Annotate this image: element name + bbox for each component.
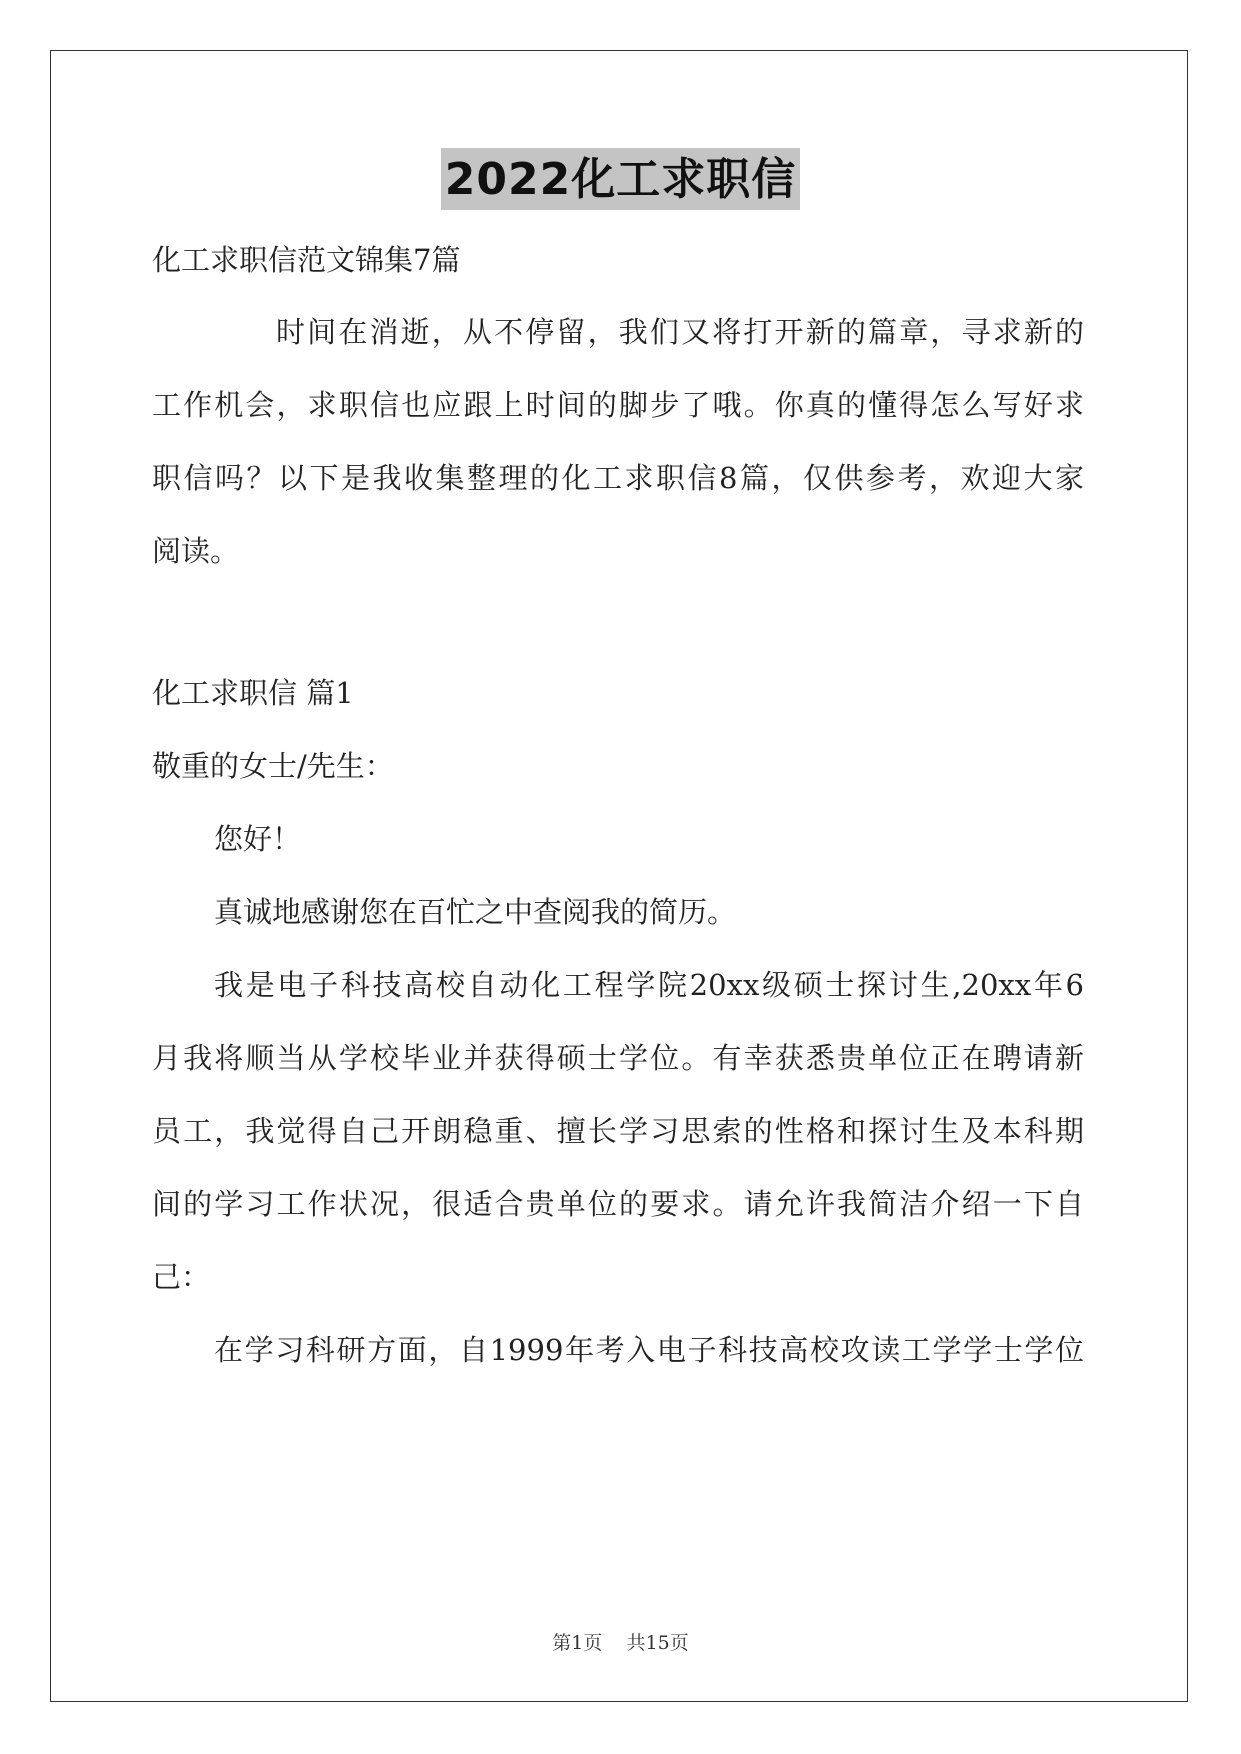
document-subtitle: 化工求职信范文锦集7篇 [152,243,461,277]
thanks-line: 真诚地感谢您在百忙之中查阅我的简历。 [214,895,737,929]
page-border [50,50,1188,1702]
para1-line-3: 员工，我觉得自己开朗稳重、擅长学习思索的性格和探讨生及本科期 [152,1114,1084,1148]
page-number: 第1页 [552,1632,603,1654]
para1-line-2: 月我将顺当从学校毕业并获得硕士学位。有幸获悉贵单位正在聘请新 [152,1041,1084,1075]
para1-line-5: 己： [152,1260,211,1294]
page-footer [0,1628,1241,1655]
greeting: 您好！ [214,822,302,856]
document-title-wrapper [0,148,1241,210]
intro-line-4: 阅读。 [152,534,240,568]
para1-line-4: 间的学习工作状况，很适合贵单位的要求。请允许我简洁介绍一下自 [152,1187,1084,1221]
intro-line-1: 时间在消逝，从不停留，我们又将打开新的篇章，寻求新的 [276,315,1084,349]
para2-line-1: 在学习科研方面，自1999年考入电子科技高校攻读工学学士学位 [214,1333,1084,1367]
document-title: 2022化工求职信 [441,148,800,210]
salutation: 敬重的女士/先生： [152,749,394,783]
intro-line-3: 职信吗？以下是我收集整理的化工求职信8篇，仅供参考，欢迎大家 [152,461,1084,495]
page-total: 共15页 [626,1632,689,1654]
intro-line-2: 工作机会，求职信也应跟上时间的脚步了哦。你真的懂得怎么写好求 [152,388,1084,422]
section-heading: 化工求职信 篇1 [152,676,354,710]
para1-line-1: 我是电子科技高校自动化工程学院20xx级硕士探讨生,20xx年6 [214,968,1084,1002]
